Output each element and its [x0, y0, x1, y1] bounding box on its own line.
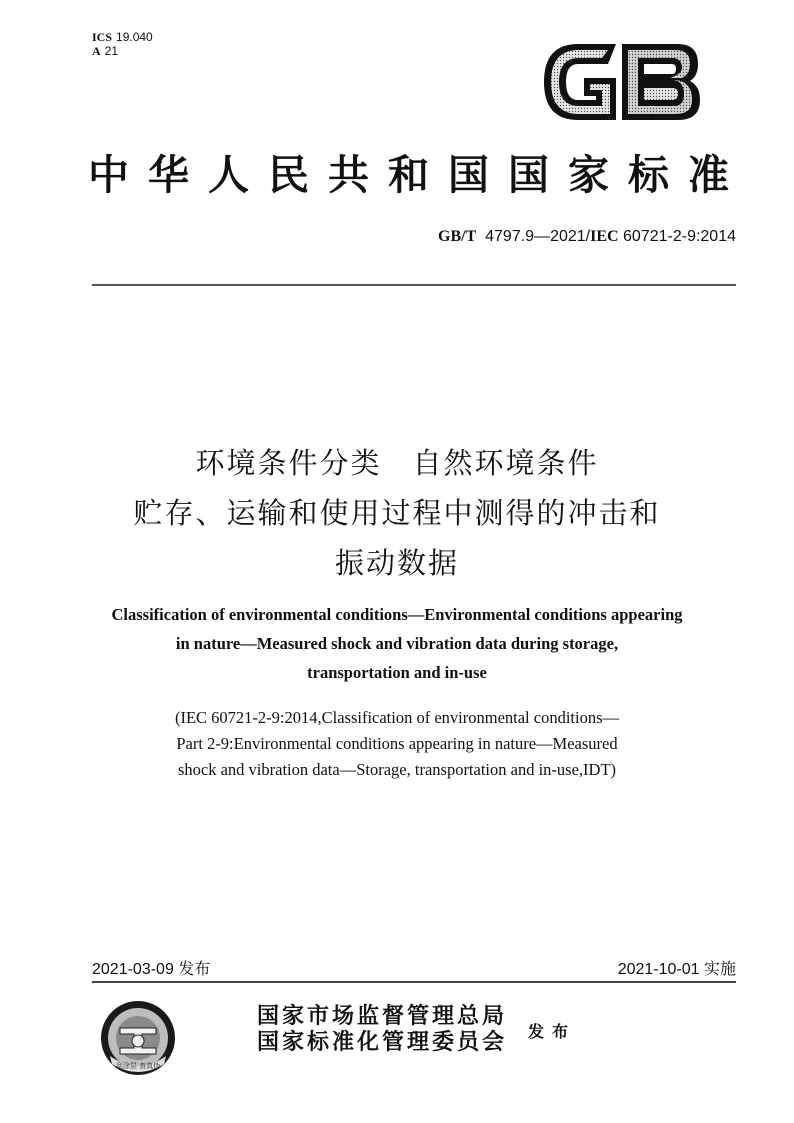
- chinese-title-line-1: 环境条件分类 自然环境条件: [195, 446, 599, 480]
- iec-reference-line-2: Part 2-9:Environmental conditions appearing in nature—Measured: [176, 734, 618, 753]
- gb-logo-icon: [538, 38, 703, 126]
- classification-codes: [92, 30, 153, 58]
- chinese-title: [0, 438, 794, 588]
- english-title: [0, 600, 794, 687]
- english-title-line-3: transportation and in-use: [307, 663, 487, 682]
- anti-counterfeit-seal-icon: [98, 998, 194, 1078]
- national-standard-title: 中华人民共和国国家标准: [88, 151, 748, 199]
- issuer-samr: 国家市场监督管理总局: [257, 1003, 508, 1029]
- ics-code: ICS 19.040: [92, 30, 153, 44]
- ccs-code: A 21: [92, 44, 119, 58]
- iec-reference-line-3: shock and vibration data—Storage, transportation and in-use,IDT): [177, 760, 617, 779]
- publish-label: 发布: [528, 1022, 577, 1041]
- footer-divider: [92, 981, 736, 983]
- issuing-authorities: [257, 1003, 507, 1055]
- issue-date: 2021-03-09 发布: [92, 961, 211, 978]
- standard-number: GB/T 4797.9—2021/IEC 60721-2-9:2014: [438, 228, 736, 245]
- svg-text:刮涂层 查真伪: 刮涂层 查真伪: [115, 1062, 161, 1070]
- dates-row: [92, 952, 736, 976]
- english-title-line-1: Classification of environmental conditions—Environmental conditions appearing: [111, 605, 683, 624]
- issuer-sac: 国家标准化管理委员会: [257, 1029, 508, 1055]
- english-title-line-2: in nature—Measured shock and vibration data during storage,: [175, 634, 619, 653]
- chinese-title-line-2: 贮存、运输和使用过程中测得的冲击和: [133, 496, 661, 530]
- header-divider: [92, 284, 736, 286]
- implementation-date: 2021-10-01 实施: [617, 961, 736, 978]
- chinese-title-line-3: 振动数据: [334, 546, 459, 580]
- iec-reference: [0, 705, 794, 783]
- iec-reference-line-1: (IEC 60721-2-9:2014,Classification of environmental conditions—: [174, 708, 620, 727]
